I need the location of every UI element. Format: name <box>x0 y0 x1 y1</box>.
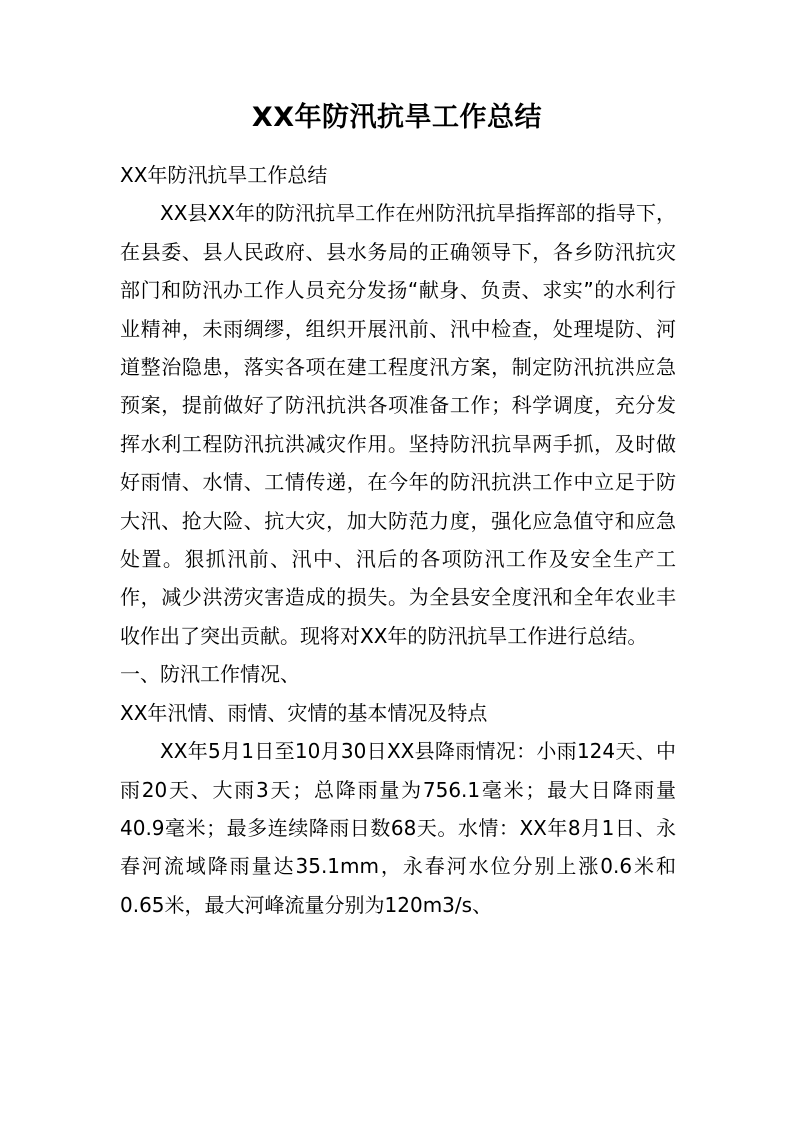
subtitle-paragraph: XX年防汛抗旱工作总结 <box>120 163 328 187</box>
intro-paragraph: XX县XX年的防汛抗旱工作在州防汛抗旱指挥部的指导下，在县委、县人民政府、县水务局的正确领导下，各乡防汛抗灾部门和防汛办工作人员充分发扬“献身、负责、求实”的水利行业精神，未雨绸缪，组织开展汛前、汛中检查，处理堤防、河道整治隐患，落实各项在建工程度汛方案，制定防汛抗洪应急预案，提前做好了防汛抗洪各项准备工作；科学调度，充分发挥水利工程防汛抗洪减灾作用。坚持防汛抗旱两手抓，及时做好雨情、水情、工情传递，在今年的防汛抗洪工作中立足于防大汛、抢大险、抗大灾，加大防范力度，强化应急值守和应急处置。狠抓汛前、汛中、汛后的各项防汛工作及安全生产工作，减少洪涝灾害造成的损失。为全县安全度汛和全年农业丰收作出了突出贡献。现将对XX年的防汛抗旱工作进行总结。 <box>120 201 676 648</box>
rainfall-paragraph: XX年5月1日至10月30日XX县降雨情况：小雨124天、中雨20天、大雨3天；总降雨量为756.1毫米；最大日降雨量40.9毫米；最多连续降雨日数68天。水情：XX年8月1日、永春河流域降雨量达35.1mm，永春河水位分别上涨0.6米和0.65米，最大河峰流量分别为120m3/s、 <box>120 739 676 917</box>
section-heading: 一、防汛工作情况、 <box>120 662 300 687</box>
subsection-heading: XX年汛情、雨情、灾情的基本情况及特点 <box>120 700 488 725</box>
document-body <box>120 156 676 924</box>
document-title: XX年防汛抗旱工作总结 <box>251 102 543 133</box>
